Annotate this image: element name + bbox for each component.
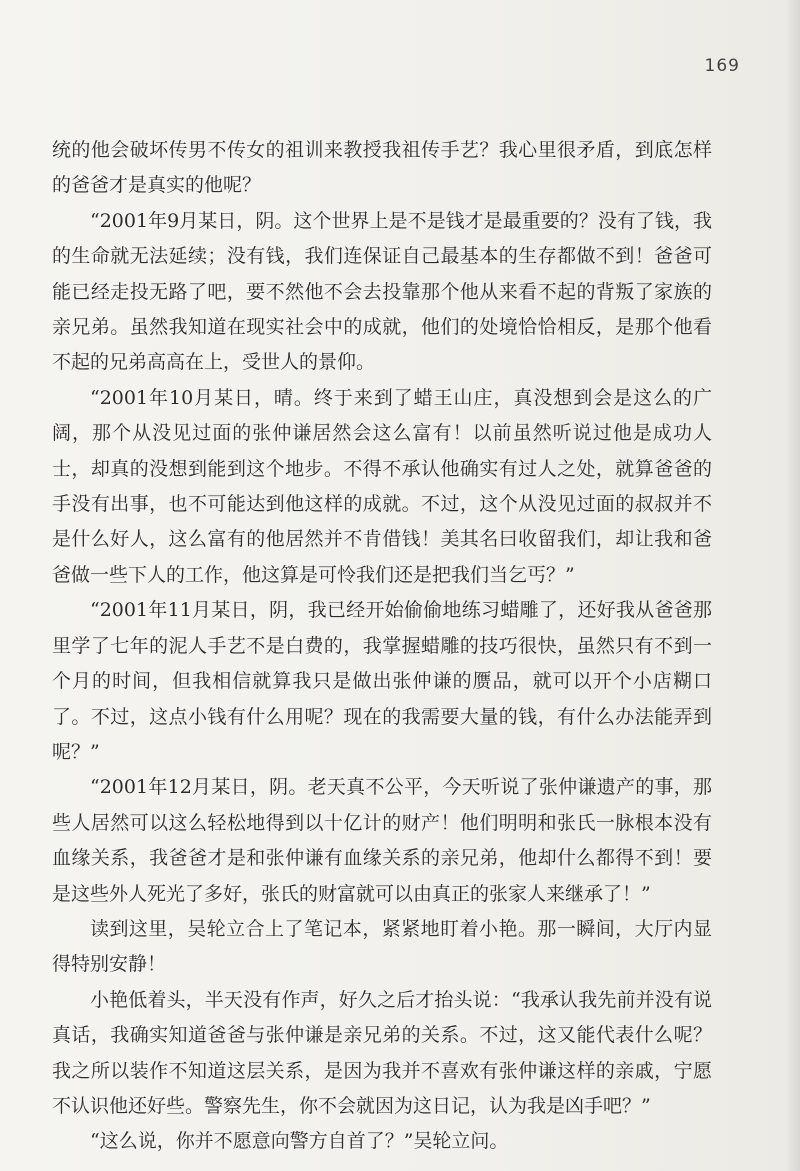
paragraph-narration: 读到这里，吴轮立合上了笔记本，紧紧地盯着小艳。那一瞬间，大厅内显得特别安静！ bbox=[52, 917, 712, 976]
paragraph-question: “这么说，你并不愿意向警方自首了？”吴轮立问。 bbox=[90, 1130, 509, 1153]
paragraph-diary-december: “2001年12月某日，阴。老天真不公平，今天听说了张仲谦遗产的事，那些人居然可以这么轻松地得到以十亿计的财产！他们明明和张氏一脉根本没有血缘关系，我爸爸才是和张仲谦有血缘关系的亲兄弟，他却什么都得不到！要是这些外人死光了多好，张氏的财富就可以由真正的张家人来继承了！” bbox=[52, 776, 712, 905]
page-edge-shadow bbox=[786, 0, 800, 1171]
body-text bbox=[52, 133, 712, 1160]
page-number: 169 bbox=[704, 56, 740, 76]
paragraph-continued: 统的他会破坏传男不传女的祖训来教授我祖传手艺？我心里很矛盾，到底怎样的爸爸才是真实的他呢？ bbox=[52, 139, 712, 197]
paragraph-diary-november: “2001年11月某日，阴，我已经开始偷偷地练习蜡雕了，还好我从爸爸那里学了七年的泥人手艺不是白费的，我掌握蜡雕的技巧很快，虽然只有不到一个月的时间，但我相信就算我只是做出张仲谦的赝品，就可以开个小店糊口了。不过，这点小钱有什么用呢？现在的我需要大量的钱，有什么办法能弄到呢？” bbox=[52, 599, 712, 763]
paragraph-diary-october: “2001年10月某日，晴。终于来到了蜡王山庄，真没想到会是这么的广阔，那个从没见过面的张仲谦居然会这么富有！以前虽然听说过他是成功人士，却真的没想到能到这个地步。不得不承认他确实有过人之处，就算爸爸的手没有出事，也不可能达到他这样的成就。不过，这个从没见过面的叔叔并不是什么好人，这么富有的他居然并不肯借钱！美其名曰收留我们，却让我和爸爸做一些下人的工作，他这算是可怜我们还是把我们当乞丐？” bbox=[52, 386, 712, 586]
paragraph-xiaoyan-reply: 小艳低着头，半天没有作声，好久之后才抬头说：“我承认我先前并没有说真话，我确实知道爸爸与张仲谦是亲兄弟的关系。不过，这又能代表什么呢？我之所以装作不知道这层关系，是因为我并不喜欢有张仲谦这样的亲戚，宁愿不认识他还好些。警察先生，你不会就因为这日记，认为我是凶手吧？” bbox=[52, 988, 712, 1117]
paragraph-diary-september: “2001年9月某日，阴。这个世界上是不是钱才是最重要的？没有了钱，我的生命就无法延续；没有钱，我们连保证自己最基本的生存都做不到！爸爸可能已经走投无路了吧，要不然他不会去投靠那个他从来看不起的背叛了家族的亲兄弟。虽然我知道在现实社会中的成就，他们的处境恰恰相反，是那个他看不起的兄弟高高在上，受世人的景仰。 bbox=[52, 209, 712, 374]
